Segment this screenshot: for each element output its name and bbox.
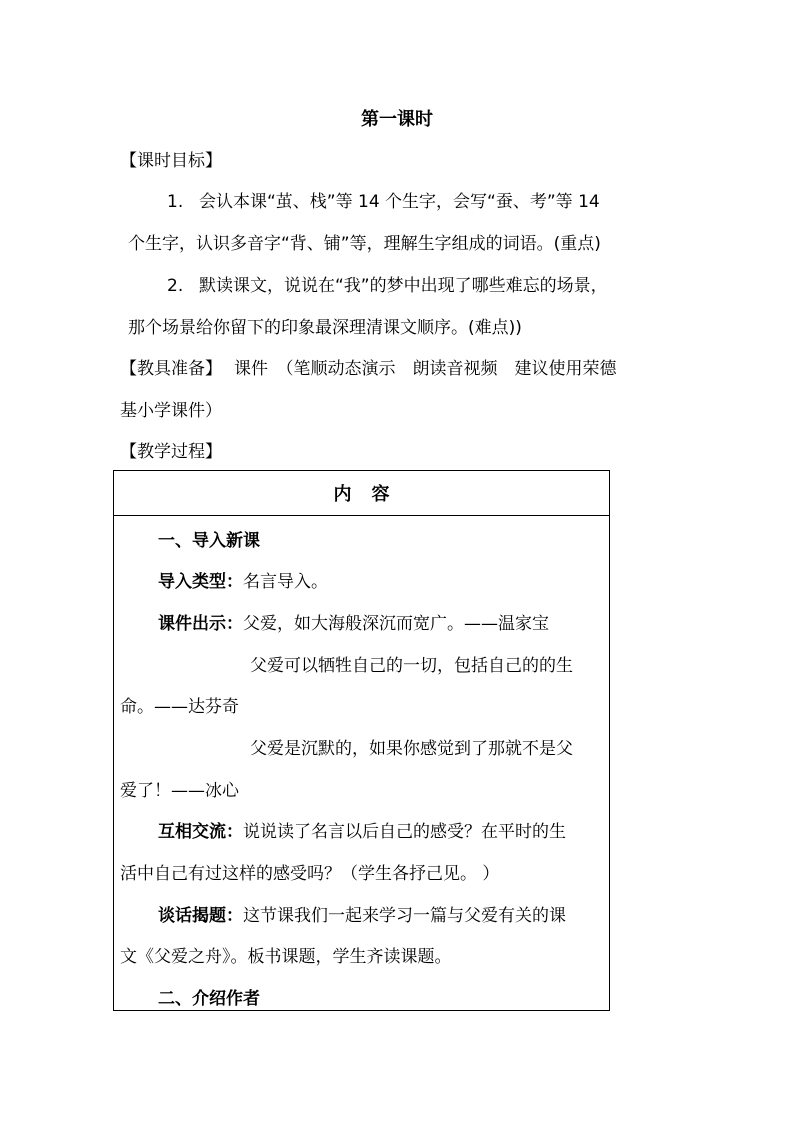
section-import-heading: 一、导入新课 — [158, 531, 260, 551]
courseware-label: 课件出示： — [158, 614, 243, 634]
talk-label: 谈话揭题： — [158, 906, 243, 926]
talk-line-2: 文《父爱之舟》。板书课题，学生齐读课题。 — [120, 947, 452, 967]
process-heading: 【教学过程】 — [120, 442, 222, 462]
intro-type-label: 导入类型： — [158, 572, 243, 592]
goal-1-line-1 — [167, 189, 600, 215]
table-header: 内容 — [114, 471, 609, 516]
exchange-row — [158, 819, 566, 845]
exchange-line-2: 活中自己有过这样的感受吗？（学生各抒己见。 ） — [120, 864, 500, 884]
quote-3-line-2: 爱了！——冰心 — [120, 781, 239, 801]
goal-2-line-2: 那个场景给你留下的印象最深理清课文顺序。(难点)) — [128, 318, 522, 338]
goals-heading: 【课时目标】 — [120, 151, 222, 171]
goal-2-text: 默读课文，说说在“我”的梦中出现了哪些难忘的场景， — [199, 276, 608, 296]
exchange-label: 互相交流： — [158, 822, 243, 842]
tools-line-2: 基小学课件） — [120, 401, 222, 421]
intro-type-value: 名言导入。 — [243, 572, 328, 592]
quote-2-line-1: 父爱可以牺牲自己的一切，包括自己的的生 — [250, 656, 573, 676]
content-table — [113, 470, 610, 1011]
goal-1-number: 1. — [167, 192, 184, 212]
page-title: 第一课时 — [361, 109, 433, 130]
goal-1-line-2: 个生字，认识多音字“背、铺”等，理解生字组成的词语。(重点) — [128, 234, 601, 254]
courseware-row — [158, 611, 549, 637]
exchange-text: 说说读了名言以后自己的感受？在平时的生 — [243, 822, 566, 842]
intro-type-row — [158, 569, 328, 595]
talk-text: 这节课我们一起来学习一篇与父爱有关的课 — [243, 906, 566, 926]
goal-2-line-1 — [167, 273, 608, 299]
quote-1: 父爱，如大海般深沉而宽广。——温家宝 — [243, 614, 549, 634]
quote-3-line-1: 父爱是沉默的，如果你感觉到了那就不是父 — [250, 739, 573, 759]
quote-2-line-2: 命。——达芬奇 — [120, 697, 239, 717]
goal-1-text: 会认本课“茧、栈”等 14 个生字，会写“蚕、考”等 14 — [199, 192, 600, 212]
tools-line-1 — [120, 356, 617, 382]
goal-2-number: 2. — [167, 276, 184, 296]
tools-label: 【教具准备】 — [120, 359, 222, 379]
section-author-heading: 二、介绍作者 — [158, 989, 260, 1009]
tools-text: 课件 （笔顺动态演示 朗读音视频 建议使用荣德 — [234, 359, 617, 379]
talk-row — [158, 903, 566, 929]
